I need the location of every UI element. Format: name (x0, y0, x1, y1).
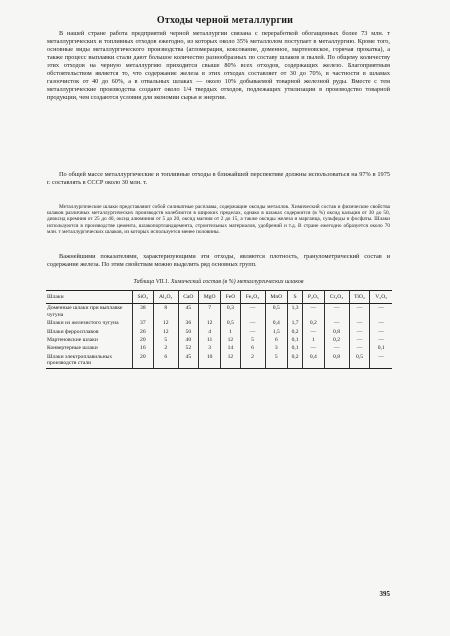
table-row (46, 344, 392, 352)
table-cell: 0,5 (349, 353, 370, 368)
table-cell: — (349, 304, 370, 319)
table-cell: Мартеновские шлаки (47, 337, 98, 344)
table-cell: 0,4 (265, 319, 287, 327)
table-cell: 0,8 (324, 353, 349, 368)
table-cell: 7 (198, 304, 220, 319)
table-cell: 3 (265, 344, 287, 352)
table-row (46, 319, 392, 327)
page-number: 395 (379, 590, 390, 598)
table-cell: — (324, 344, 349, 352)
table-cell: 0,2 (324, 336, 349, 344)
table-cell: 2 (240, 353, 265, 368)
table-cell: 0,2 (288, 328, 303, 336)
table-cell: — (240, 304, 265, 319)
table-cell: 3 (198, 344, 220, 352)
table-cell: 0,2 (303, 319, 324, 327)
table-cell: 38 (133, 304, 154, 319)
table-cell: 1,3 (288, 304, 303, 319)
table-cell: 12 (221, 353, 240, 368)
table-cell: — (303, 344, 324, 352)
table-cell: 0,3 (221, 304, 240, 319)
table-header-cell: P₂O₅ (303, 291, 324, 304)
table-cell: 1 (303, 336, 324, 344)
table-cell: 4 (198, 328, 220, 336)
table-cell: 0,5 (265, 304, 287, 319)
table-cell: 6 (240, 344, 265, 352)
table-cell: Доменные шлаки при выплавке чугуна (47, 305, 123, 318)
table-cell: Шлаки электроплавильных производств стали (46, 353, 133, 368)
table-cell: — (303, 328, 324, 336)
table-row (46, 336, 392, 344)
table-cell: 45 (178, 353, 198, 368)
table-cell: — (349, 319, 370, 327)
table-cell: 36 (178, 319, 198, 327)
paragraph-3: Металлургические шлаки представляют собой силикатные расплавы, содержащие оксиды металлов. Химический состав и физические свойства шлаков различных металлургических производств колеблются в широких пределах, однако в шлаках содержится (в %) оксид кальция от 30 до 50, диоксид кремния от 25 до 40, оксид алюминия от 5 до 20, оксид магния от 2 до 15, а также оксиды железа и марганца, сульфиды и фосфаты. Шлаки используются в производстве цемента, шлакопортландцемента, строительных материалов, удобрений и т.д. В стране ежегодно образуется около 70 млн. т металлургических шлаков, из которых используется менее половины. (47, 204, 390, 235)
table-cell: 0,4 (303, 353, 324, 368)
table-row (46, 304, 392, 319)
data-table (46, 290, 392, 369)
table-cell: 12 (153, 319, 178, 327)
table-cell: 0,5 (221, 319, 240, 327)
table-cell: — (370, 353, 392, 368)
table-cell: 26 (133, 328, 154, 336)
table-cell: — (324, 304, 349, 319)
paragraph-2: По общей массе металлургические и топливные отходы в ближайшей перспективе должны использоваться на 97% в 1975 г. составлять в СССР около 30 млн. т. (47, 171, 390, 186)
table-cell: 12 (221, 336, 240, 344)
table-caption: Таблица VII.1. Химический состав (в %) металлургических шлаков (133, 279, 304, 285)
table-cell: 50 (178, 328, 198, 336)
table-header-cell: MnO (265, 291, 287, 304)
page-title: Отходы черной металлургии (156, 15, 294, 26)
table-header-cell: SiO₂ (133, 291, 154, 304)
table-header-cell: Fe₂O₃ (240, 291, 265, 304)
table-cell: 12 (153, 328, 178, 336)
table-header-row (46, 291, 392, 304)
table-cell: — (324, 319, 349, 327)
table-cell: — (303, 304, 324, 319)
table-cell: 0,1 (288, 344, 303, 352)
table-cell: 1 (221, 328, 240, 336)
table-row (46, 353, 392, 368)
table-cell: Шлаки ферросплавов (47, 328, 99, 335)
table-cell: 0,1 (370, 344, 392, 352)
table-cell: 1,7 (288, 319, 303, 327)
table-cell: 5 (153, 336, 178, 344)
table-cell: 40 (178, 336, 198, 344)
table-header-cell: MgO (198, 291, 220, 304)
table-cell: 6 (265, 336, 287, 344)
table-cell: 20 (133, 353, 154, 368)
table-cell: 0,1 (288, 336, 303, 344)
table-cell: — (370, 328, 392, 336)
table-cell: 1,5 (265, 328, 287, 336)
table-cell: 20 (133, 336, 154, 344)
paragraph-1: В нашей стране работа предприятий черной металлургии связана с переработкой обогащенных более 73 млн. т металлургических и топливных отходов ежегодно, из которых около 35% металлолом поступает в металлургию. Кроме того, основные виды металлургического производства (агломерация, коксование, доменное, мартеновское, горячая прокатка), а также процесс выплавки стали дают большое количество разнообразных по составу шлаков и пылей. По общему количеству этих отходов на черную металлургию приходится свыше 80% всех отходов, содержащих железо. Благоприятным обстоятельством является то, что содержание железа в этих отходах составляет от 30 до 70%, в частности в шламах газоочисток от 40 до 60%, а в отвальных шлаках — около 10% добываемой товарной железной руды. Вместе с тем металлургические производства создают около 1/4 твердых отходов, подлежащих утилизации в производство товарной продукции, чем создаются условия для экономии сырья и энергии. (47, 30, 390, 101)
table-header-cell: TiO₂ (349, 291, 370, 304)
table-row (46, 328, 392, 336)
paragraph-4: Важнейшими показателями, характеризующими эти отходы, являются плотность, гранулометрический состав и содержание железа. По этим свойствам можно выделить ряд основных групп. (47, 253, 390, 268)
table-cell: — (370, 304, 392, 319)
table-header-cell: Шлаки (46, 291, 133, 304)
table-cell: 0,8 (324, 328, 349, 336)
table-cell: — (349, 328, 370, 336)
table-header-cell: FeO (221, 291, 240, 304)
table-cell: 45 (178, 304, 198, 319)
table-cell: 11 (198, 336, 220, 344)
table-cell: 0,2 (288, 353, 303, 368)
table-cell: Шлаки из железистого чугуна (47, 320, 119, 327)
table-cell: — (240, 319, 265, 327)
table-cell: — (349, 344, 370, 352)
table-cell: 2 (153, 344, 178, 352)
table-cell: Конвертерные шлаки (47, 345, 98, 352)
table-header-cell: V₂O₅ (370, 291, 392, 304)
table-header-cell: Cr₂O₃ (324, 291, 349, 304)
table-cell: 12 (198, 319, 220, 327)
table-header-cell: Al₂O₃ (153, 291, 178, 304)
table-header-cell: S (288, 291, 303, 304)
table-cell: 5 (265, 353, 287, 368)
table-cell: — (240, 328, 265, 336)
table-cell: 37 (133, 319, 154, 327)
table-cell: 16 (133, 344, 154, 352)
table-cell: 14 (221, 344, 240, 352)
table-cell: 52 (178, 344, 198, 352)
table-cell: — (370, 319, 392, 327)
table-cell: 6 (153, 353, 178, 368)
table-cell: 10 (198, 353, 220, 368)
table-cell: — (370, 336, 392, 344)
table-cell: 5 (240, 336, 265, 344)
table-cell: — (349, 336, 370, 344)
table-header-cell: CaO (178, 291, 198, 304)
table-cell: 8 (153, 304, 178, 319)
